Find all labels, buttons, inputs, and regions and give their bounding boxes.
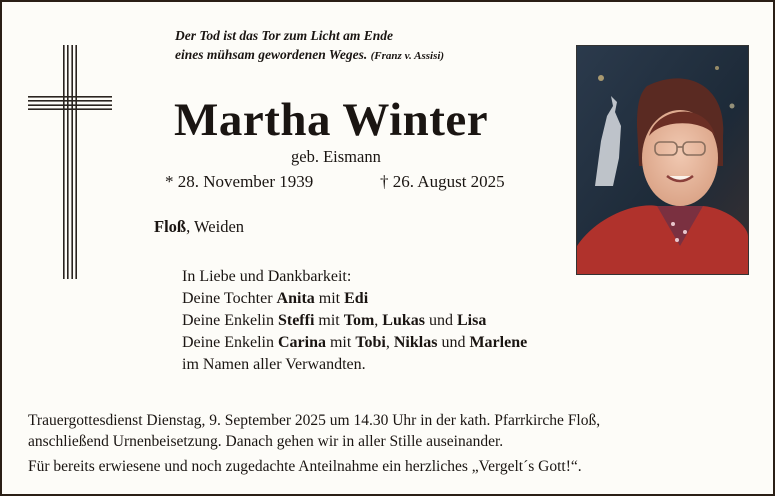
mourner-name: Edi <box>344 290 369 307</box>
mourner-name: Steffi <box>277 312 315 329</box>
mourner-line-daughter <box>182 288 527 310</box>
service-info <box>28 410 768 452</box>
death-date <box>380 172 505 192</box>
birth-date <box>165 172 313 191</box>
life-dates <box>165 172 505 192</box>
quote-line-1: Der Tod ist das Tor zum Licht am Ende <box>175 28 394 43</box>
portrait-photo <box>576 45 749 275</box>
mourners-intro: In Liebe und Dankbarkeit: <box>182 268 352 285</box>
birth-symbol: * <box>165 172 174 191</box>
mourner-relation: Deine Tochter <box>182 290 277 307</box>
mourner-name: Marlene <box>469 334 528 351</box>
thanks-note: Für bereits erwiesene und noch zugedachte Anteilnahme ein herzliches „Vergelt´s Gott!“. <box>28 458 582 475</box>
mourner-connector: mit <box>314 312 344 329</box>
mourner-relation: Deine Enkelin <box>182 312 278 329</box>
service-line-1: Trauergottesdienst Dienstag, 9. September 2025 um 14.30 Uhr in der kath. Pfarrkirche Floß, <box>28 412 601 429</box>
quote-line-2 <box>175 45 444 66</box>
mourner-connector: und <box>437 334 470 351</box>
mourner-name: Anita <box>276 290 315 307</box>
mourner-connector: mit <box>325 334 356 351</box>
mourner-line-granddaughter-1 <box>182 310 527 332</box>
mourner-name: Lisa <box>456 312 487 329</box>
birth-date-text: 28. November 1939 <box>177 172 314 191</box>
mourner-connector: mit <box>314 290 345 307</box>
mourner-name: Tom <box>343 312 375 329</box>
mourner-relation: Deine Enkelin <box>182 334 278 351</box>
quote-attribution: (Franz v. Assisi) <box>370 50 445 62</box>
death-symbol: † <box>380 172 389 191</box>
service-line-2: anschließend Urnenbeisetzung. Danach gehen wir in aller Stille auseinander. <box>28 433 504 450</box>
mourners-list <box>182 266 527 376</box>
mourner-line-granddaughter-2 <box>182 332 527 354</box>
cross-icon <box>28 45 112 279</box>
residence <box>154 217 244 237</box>
mourner-name: Tobi <box>355 334 386 351</box>
mourner-name: Carina <box>277 334 326 351</box>
mourner-name: Lukas <box>382 312 425 329</box>
mourners-closing: im Namen aller Verwandten. <box>182 356 366 373</box>
residence-secondary: , Weiden <box>186 217 245 236</box>
maiden-name: geb. Eismann <box>291 147 381 166</box>
memorial-quote <box>175 26 444 66</box>
mourner-separator: , <box>374 312 383 329</box>
quote-line-2-text: eines mühsam gewordenen Weges. <box>175 47 368 62</box>
mourner-connector: und <box>424 312 457 329</box>
mourner-separator: , <box>385 334 394 351</box>
residence-primary: Floß <box>154 217 187 236</box>
mourner-name: Niklas <box>393 334 438 351</box>
death-date-text: 26. August 2025 <box>392 172 505 191</box>
portrait-image <box>577 46 748 274</box>
deceased-name: Martha Winter <box>174 94 489 146</box>
